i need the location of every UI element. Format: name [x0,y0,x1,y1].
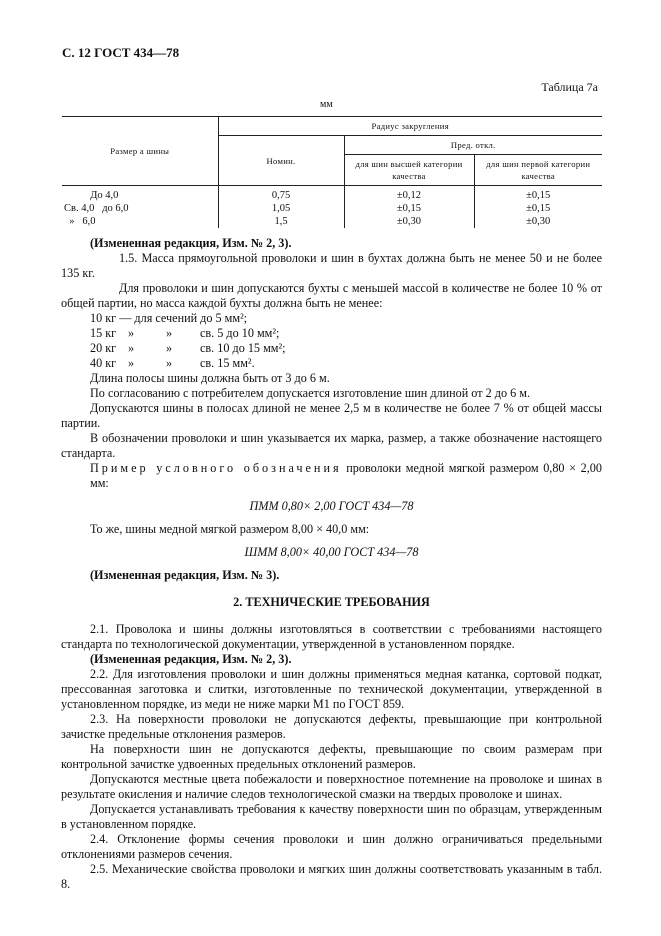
col-nom-header: Номин. [218,136,344,186]
clause-2-2: 2.2. Для изготовления проволоки и шин должны применяться медная катанка, сортовой подкат, прессованная заготовка и слитки, изготовленные по технической документации, утвержденной в установленном порядке, из меди не ниже марки М1 по ГОСТ 859. [61,667,602,711]
amendment-note: (Измененная редакция, Изм. № 2, 3). [90,236,292,250]
weight-range: св. 10 до 15 мм²; [200,341,286,355]
weight-row [90,326,602,341]
col-dev-high-header: для шин высшей категории качества [344,155,474,186]
paragraph: Допускаются шины в полосах длиной не менее 2,5 м в количестве не более 7 % от общей массы партии. [61,401,602,430]
amendment-note: (Измененная редакция, Изм. № 2, 3). [90,652,292,666]
cell-high: ±0,30 [344,215,474,228]
ditto-mark: » [128,326,135,340]
table-row [62,202,602,215]
cell-high: ±0,12 [344,186,474,203]
ditto-mark: » [166,326,173,340]
col-radius-header: Радиус закругления [218,117,602,136]
cell-nom: 1,05 [218,202,344,215]
cell-first: ±0,15 [474,186,602,203]
ditto-mark: » [166,341,173,355]
cell-first: ±0,30 [474,215,602,228]
page-header: С. 12 ГОСТ 434—78 [62,45,180,60]
paragraph: Допускается устанавливать требования к качеству поверхности шин по образцам, утвержденным в установленном порядке. [61,802,602,831]
cell-size: До 4,0 [64,190,119,201]
radius-table [62,116,602,228]
cell-first: ±0,15 [474,202,602,215]
weights-list [90,311,602,371]
clause-2-3: 2.3. На поверхности проволоки не допускаются дефекты, превышающие при контрольной зачистке предельные отклонения размеров. [61,712,602,741]
cell-size: Св. 4,0 до 6,0 [64,203,129,214]
col-dev-first-header: для шин первой категории качества [474,155,602,186]
paragraph: Допускаются местные цвета побежалости и поверхностное потемнение на проволоке и шинах в результате окисления и наличие следов технологической смазки на твердых проволоке и шинах. [61,772,602,801]
example-intro [90,461,602,491]
weight-row [90,356,602,371]
paragraph: На поверхности шин не допускаются дефекты, превышающие по своим размерам при контрольной зачистке удвоенных предельных отклонений размеров. [61,742,602,771]
col-size-header: Размер a шины [62,117,218,186]
paragraph: В обозначении проволоки и шин указывается их марка, размер, а также обозначение настоящего стандарта. [61,431,602,460]
weight-row [90,341,602,356]
weight-range: св. 5 до 10 мм²; [200,326,280,340]
weight-row [90,311,602,326]
clause-1-5: 1.5. Масса прямоугольной проволоки и шин в бухтах должна быть не менее 50 и не более 135 кг. [61,251,602,280]
weight-range: св. 15 мм². [200,356,255,370]
example-text: проволоки медной мягкой размером 0,80 × 2,00 мм: [90,461,602,490]
designation-example-2: ШММ 8,00× 40,00 ГОСТ 434—78 [244,545,419,559]
section-heading: 2. ТЕХНИЧЕСКИЕ ТРЕБОВАНИЯ [233,595,430,609]
cell-nom: 1,5 [218,215,344,228]
amendment-note: (Измененная редакция, Изм. № 3). [90,568,280,582]
designation-example-1: ПММ 0,80× 2,00 ГОСТ 434—78 [249,499,414,513]
cell-high: ±0,15 [344,202,474,215]
paragraph: По согласованию с потребителем допускается изготовление шин длиной от 2 до 6 м. [90,386,530,400]
weight-text: 10 кг — для сечений до 5 мм²; [90,311,248,325]
example-label: Пример условного обозначения [90,461,342,475]
paragraph: Длина полосы шины должна быть от 3 до 6 м. [90,371,330,385]
cell-nom: 0,75 [218,186,344,203]
col-dev-header: Пред. откл. [344,136,602,155]
clause-2-1: 2.1. Проволока и шины должны изготовляться в соответствии с требованиями настоящего стандарта по технологической документации, утвержденной в установленном порядке. [61,622,602,651]
ditto-mark: » [166,356,173,370]
table-label: Таблица 7а [541,80,598,94]
cell-size: » 6,0 [64,216,96,227]
clause-2-4: 2.4. Отклонение формы сечения проволоки и шин должно ограничиваться предельными отклонениями размеров сечения. [61,832,602,861]
weight-value: 20 кг [90,341,117,355]
paragraph: То же, шины медной мягкой размером 8,00 × 40,0 мм: [90,522,370,536]
table-row [62,186,602,203]
unit-label: мм [320,99,333,110]
table-row [62,215,602,228]
ditto-mark: » [128,341,135,355]
document-body [61,236,602,892]
weight-value: 15 кг [90,326,117,340]
paragraph: Для проволоки и шин допускаются бухты с меньшей массой в количестве не более 10 % от общей партии, но масса каждой бухты должна быть не менее: [61,281,602,310]
ditto-mark: » [128,356,135,370]
weight-value: 40 кг [90,356,117,370]
clause-2-5: 2.5. Механические свойства проволоки и мягких шин должны соответствовать указанным в табл. 8. [61,862,602,891]
